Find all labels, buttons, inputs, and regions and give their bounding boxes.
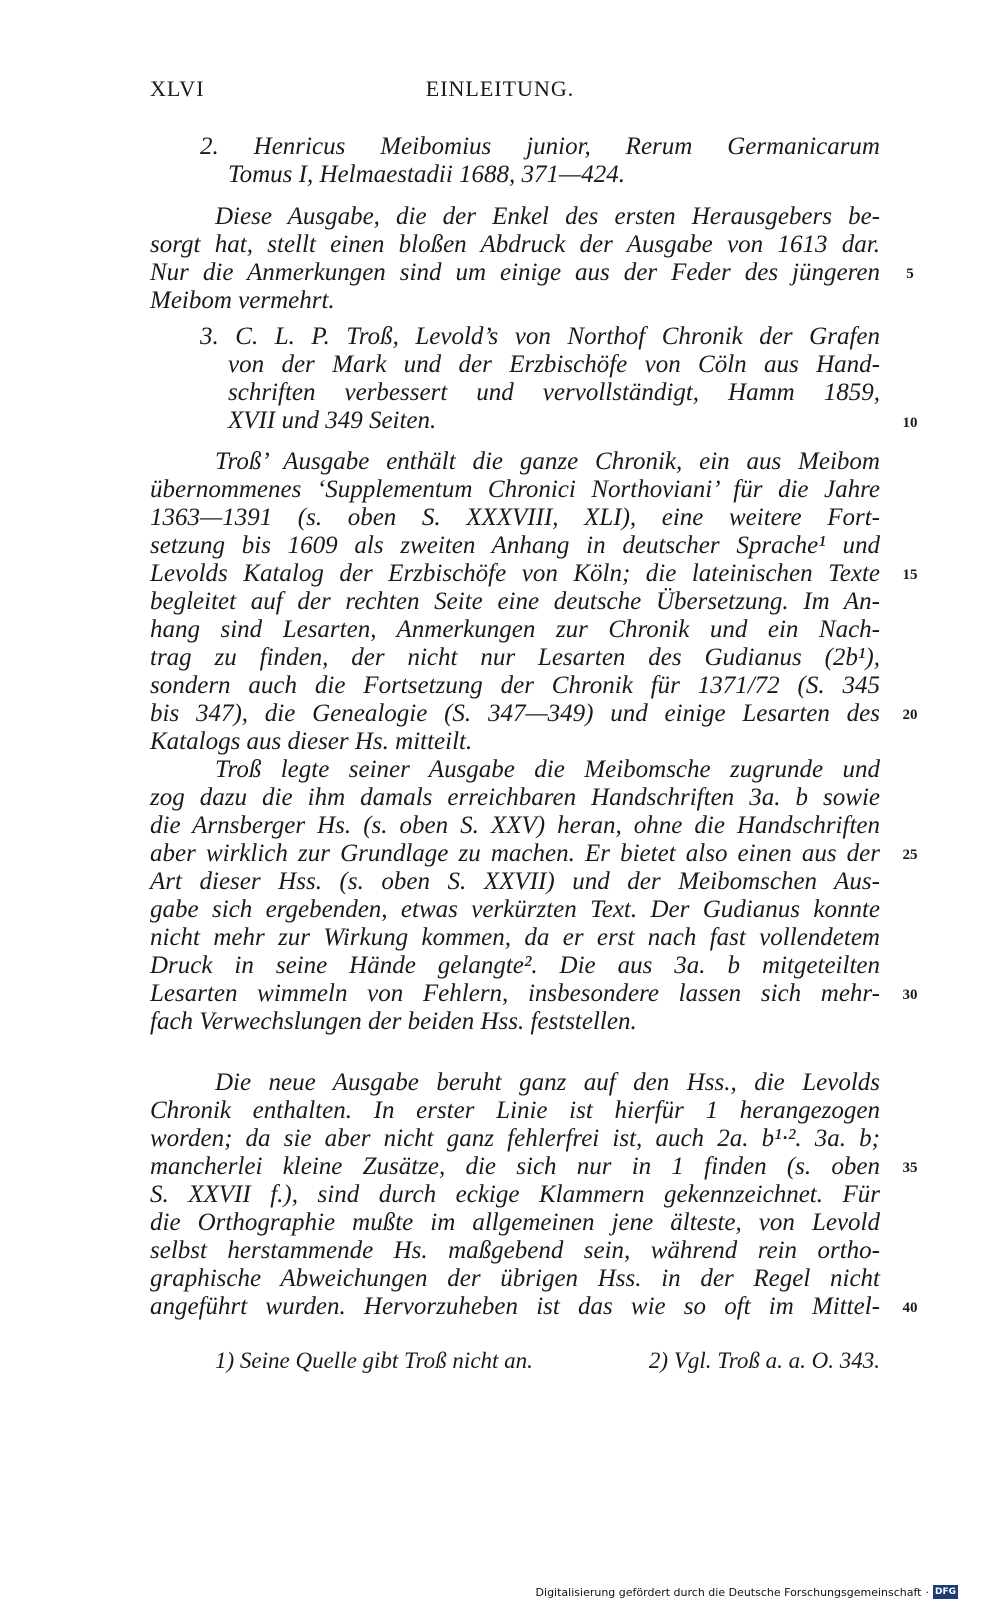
text-line: angeführt wurden. Hervorzuheben ist das wie so oft im Mittel- [150,1293,880,1320]
footnotes [215,1346,880,1376]
text-line: XVII und 349 Seiten. [228,407,437,434]
text-line: bis 347), die Genealogie (S. 347—349) und einige Lesarten des [150,700,880,727]
line-number: 15 [902,567,918,583]
text-line: Troß legte seiner Ausgabe die Meibomsche zugrunde und [215,756,880,783]
line-number: 35 [902,1160,918,1176]
text-line: Art dieser Hss. (s. oben S. XXVII) und der Meibomschen Aus- [150,868,880,895]
text-line: Druck in seine Hände gelangte². Die aus 3a. b mitgeteilten [150,952,880,979]
text-line: nicht mehr zur Wirkung kommen, da er erst nach fast vollendetem [150,924,880,951]
text-line: zog dazu die ihm damals erreichbaren Handschriften 3a. b sowie [150,784,880,811]
text-line: Nur die Anmerkungen sind um einige aus der Feder des jüngeren [150,259,880,286]
text-line: Lesarten wimmeln von Fehlern, insbesondere lassen sich mehr- [150,980,880,1007]
text-line: Katalogs aus dieser Hs. mitteilt. [150,728,473,755]
text-line: Diese Ausgabe, die der Enkel des ersten Herausgebers be- [215,203,880,230]
text-line: graphische Abweichungen der übrigen Hss. in der Regel nicht [150,1265,880,1292]
running-title: EINLEITUNG. [425,76,575,101]
text-line: fach Verwechslungen der beiden Hss. feststellen. [150,1008,637,1035]
text-line: sorgt hat, stellt einen bloßen Abdruck der Ausgabe von 1613 dar. [150,231,880,258]
dfg-logo-icon: DFG [934,1587,956,1597]
text-line: schriften verbessert und vervollständigt, Hamm 1859, [228,379,880,406]
footnote-2: 2) Vgl. Troß a. a. O. 343. [648,1348,880,1373]
digitization-credit [536,1584,958,1600]
text-line: die Arnsberger Hs. (s. oben S. XXV) heran, ohne die Handschriften [150,812,880,839]
text-line: gabe sich ergebenden, etwas verkürzten Text. Der Gudianus konnte [150,896,880,923]
text-line: Levolds Katalog der Erzbischöfe von Köln; die lateinischen Texte [150,560,880,587]
text-line: begleitet auf der rechten Seite eine deutsche Übersetzung. Im An- [150,588,880,615]
line-number: 40 [902,1300,918,1316]
line-number: 10 [902,415,918,431]
text-line: setzung bis 1609 als zweiten Anhang in deutscher Sprache¹ und [150,532,880,559]
line-number: 20 [902,707,918,723]
text-line: von der Mark und der Erzbischöfe von Cöln aus Hand- [228,351,880,378]
line-number: 25 [902,847,918,863]
text-line: aber wirklich zur Grundlage zu machen. Er bietet also einen aus der [150,840,880,867]
text-line: Meibom vermehrt. [150,287,335,314]
text-line: die Orthographie mußte im allgemeinen jene älteste, von Levold [150,1209,880,1236]
text-line: Troß’ Ausgabe enthält die ganze Chronik, ein aus Meibom [215,448,880,475]
text-line: Chronik enthalten. In erster Linie ist hierfür 1 herangezogen [150,1097,880,1124]
text-line: Die neue Ausgabe beruht ganz auf den Hss., die Levolds [215,1069,880,1096]
text-line: 3. C. L. P. Troß, Levold’s von Northof Chronik der Grafen [200,323,880,350]
text-line: S. XXVII f.), sind durch eckige Klammern gekennzeichnet. Für [150,1181,880,1208]
text-line: worden; da sie aber nicht ganz fehlerfrei ist, auch 2a. b¹·². 3a. b; [150,1125,880,1152]
credit-separator: · [925,1585,929,1599]
text-line: trag zu finden, der nicht nur Lesarten des Gudianus (2b¹), [150,644,880,671]
text-line: hang sind Lesarten, Anmerkungen zur Chronik und ein Nach- [150,616,880,643]
text-line: selbst herstammende Hs. maßgebend sein, während rein ortho- [150,1237,880,1264]
footnote-1: 1) Seine Quelle gibt Troß nicht an. [215,1348,533,1373]
text-line: sondern auch die Fortsetzung der Chronik für 1371/72 (S. 345 [150,672,880,699]
line-number: 30 [902,987,918,1003]
text-line: 2. Henricus Meibomius junior, Rerum Germanicarum [200,133,880,160]
text-line: Tomus I, Helmaestadii 1688, 371—424. [228,161,626,188]
page-number: XLVI [150,76,205,101]
text-line: übernommenes ‘Supplementum Chronici Northoviani’ für die Jahre [150,476,880,503]
page-header [0,76,1000,106]
credit-text: Digitalisierung gefördert durch die Deutsche Forschungsgemeinschaft [535,1585,922,1599]
line-number: 5 [906,266,914,282]
text-line: mancherlei kleine Zusätze, die sich nur in 1 finden (s. oben [150,1153,880,1180]
text-line: 1363—1391 (s. oben S. XXXVIII, XLI), eine weitere Fort- [150,504,880,531]
